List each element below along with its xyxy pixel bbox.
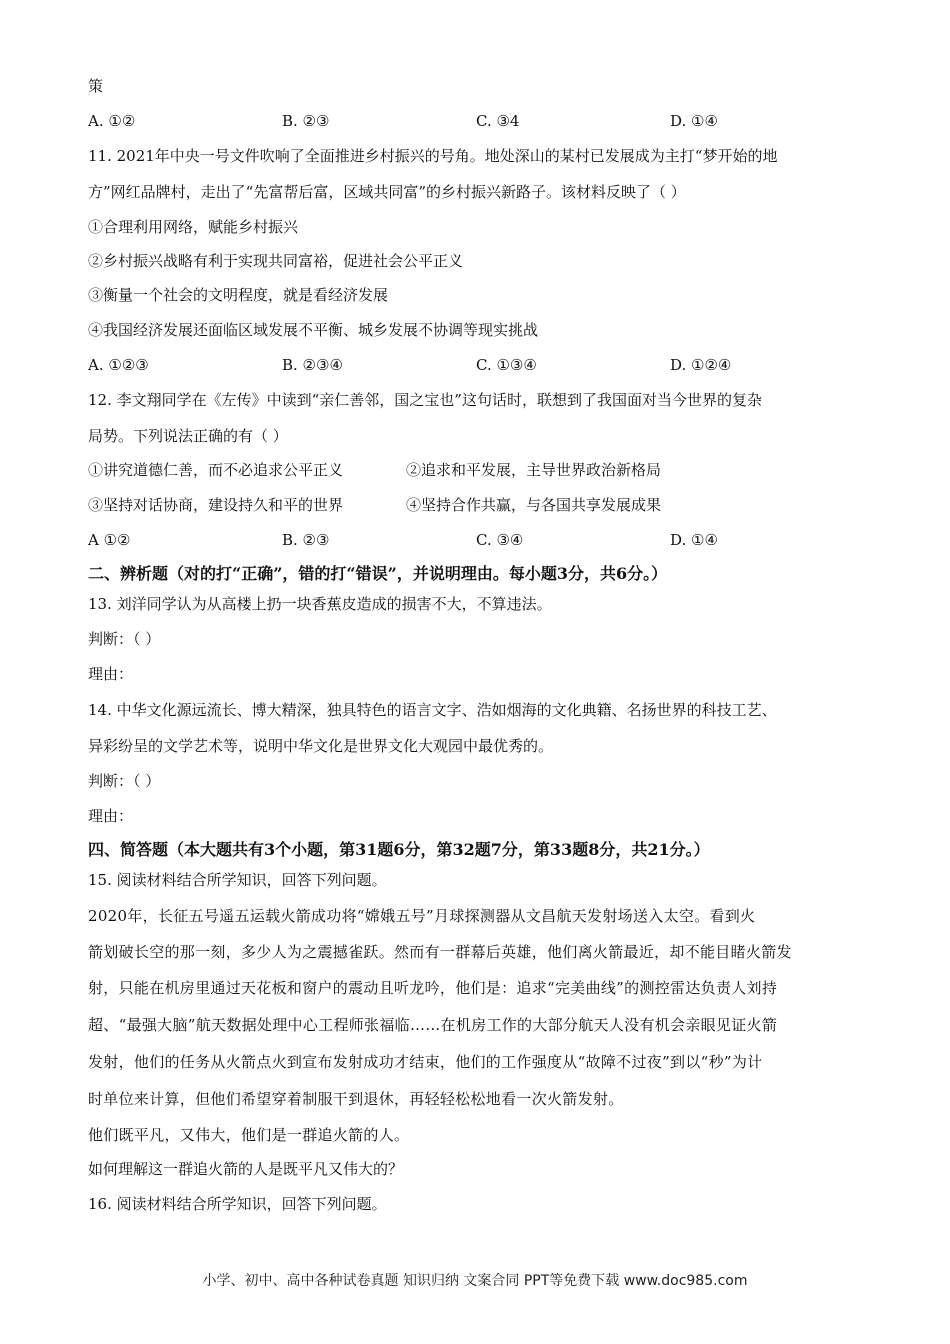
q15-intro: 15. 阅读材料结合所学知识，回答下列问题。 [88, 871, 387, 889]
q11-item-3: ③衡量一个社会的文明程度，就是看经济发展 [88, 286, 389, 304]
q11-stem-line1: 11. 2021年中央一号文件吹响了全面推进乡村振兴的号角。地处深山的某村已发展成为主打“梦开始的地 [88, 147, 778, 165]
q14-judge: 判断：（ ） [88, 772, 161, 790]
option-b: B. ②③④ [282, 356, 343, 374]
q15-material-line3: 射，只能在机房里通过天花板和窗户的震动且听龙吟，他们是：追求“完美曲线”的测控雷达负责人刘持 [88, 979, 778, 997]
q13-judge: 判断：（ ） [88, 630, 161, 648]
q12-item-1: ①讲究道德仁善，而不必追求公平正义 [88, 461, 344, 479]
q13-stem: 13. 刘洋同学认为从高楼上扔一块香蕉皮造成的损害不大，不算违法。 [88, 595, 552, 613]
q11-item-1: ①合理利用网络，赋能乡村振兴 [88, 218, 299, 236]
q15-material-line5: 发射，他们的任务从火箭点火到宣布发射成功才结束，他们的工作强度从“故障不过夜”到以“秒”为计 [88, 1053, 763, 1071]
q12-items-row1 [88, 460, 662, 480]
q15-material-line2: 箭划破长空的那一刻，多少人为之震撼雀跃。然而有一群幕后英雄，他们离火箭最近，却不能目睹火箭发 [88, 943, 792, 961]
q12-stem-line1: 12. 李文翔同学在《左传》中读到“亲仁善邻，国之宝也”这句话时，联想到了我国面对当今世界的复杂 [88, 391, 762, 409]
option-c: C. ③④ [476, 531, 524, 549]
q15-material-line7: 他们既平凡，又伟大，他们是一群追火箭的人。 [88, 1126, 410, 1144]
q12-item-4: ④坚持合作共赢，与各国共享发展成果 [406, 496, 662, 514]
q12-item-2: ②追求和平发展，主导世界政治新格局 [406, 461, 662, 479]
q15-material-line6: 时单位来计算，但他们希望穿着制服干到退休，再轻轻松松地看一次火箭发射。 [88, 1090, 624, 1108]
q11-item-4: ④我国经济发展还面临区域发展不平衡、城乡发展不协调等现实挑战 [88, 321, 539, 339]
option-d: D. ①④ [670, 531, 718, 549]
q13-reason: 理由： [88, 665, 134, 683]
q11-stem-line2: 方”网红品牌村，走出了“先富帮后富，区域共同富”的乡村振兴新路子。该材料反映了（ ） [88, 183, 686, 201]
option-c: C. ③4 [476, 112, 520, 130]
prev-question-tail: 策 [88, 77, 104, 95]
option-b: B. ②③ [282, 531, 330, 549]
option-c: C. ①③④ [476, 356, 537, 374]
q14-reason: 理由： [88, 807, 134, 825]
q15-material-line4: 超、“最强大脑”航天数据处理中心工程师张福临……在机房工作的大部分航天人没有机会亲眼见证火箭 [88, 1016, 778, 1034]
q11-item-2: ②乡村振兴战略有利于实现共同富裕，促进社会公平正义 [88, 252, 464, 270]
q12-items-row2 [88, 495, 662, 515]
option-d: D. ①④ [670, 112, 718, 130]
q12-item-3: ③坚持对话协商，建设持久和平的世界 [88, 496, 344, 514]
option-a: A. ①②③ [88, 356, 149, 374]
page-footer: 小学、初中、高中各种试卷真题 知识归纳 文案合同 PPT等免费下载 www.doc985.com [202, 1273, 748, 1289]
section-2-heading: 二、辨析题（对的打“正确”，错的打“错误”，并说明理由。每小题3分，共6分。） [88, 564, 668, 583]
option-b: B. ②③ [282, 112, 330, 130]
option-a: A ①② [88, 531, 131, 549]
q14-stem-line2: 异彩纷呈的文学艺术等，说明中华文化是世界文化大观园中最优秀的。 [88, 737, 554, 755]
section-4-heading: 四、简答题（本大题共有3个小题，第31题6分，第32题7分，第33题8分，共21分。） [88, 840, 710, 859]
q14-stem-line1: 14. 中华文化源远流长、博大精深，独具特色的语言文字、浩如烟海的文化典籍、名扬世界的科技工艺、 [88, 701, 777, 719]
q12-stem-line2: 局势。下列说法正确的有（ ） [88, 427, 288, 445]
q15-material-line1: 2020年，长征五号遥五运载火箭成功将“嫦娥五号”月球探测器从文昌航天发射场送入太空。看到火 [88, 907, 756, 925]
option-a: A. ①② [88, 112, 136, 130]
q16-intro: 16. 阅读材料结合所学知识，回答下列问题。 [88, 1195, 387, 1213]
q15-question: 如何理解这一群追火箭的人是既平凡又伟大的？ [88, 1160, 404, 1178]
option-d: D. ①②④ [670, 356, 732, 374]
